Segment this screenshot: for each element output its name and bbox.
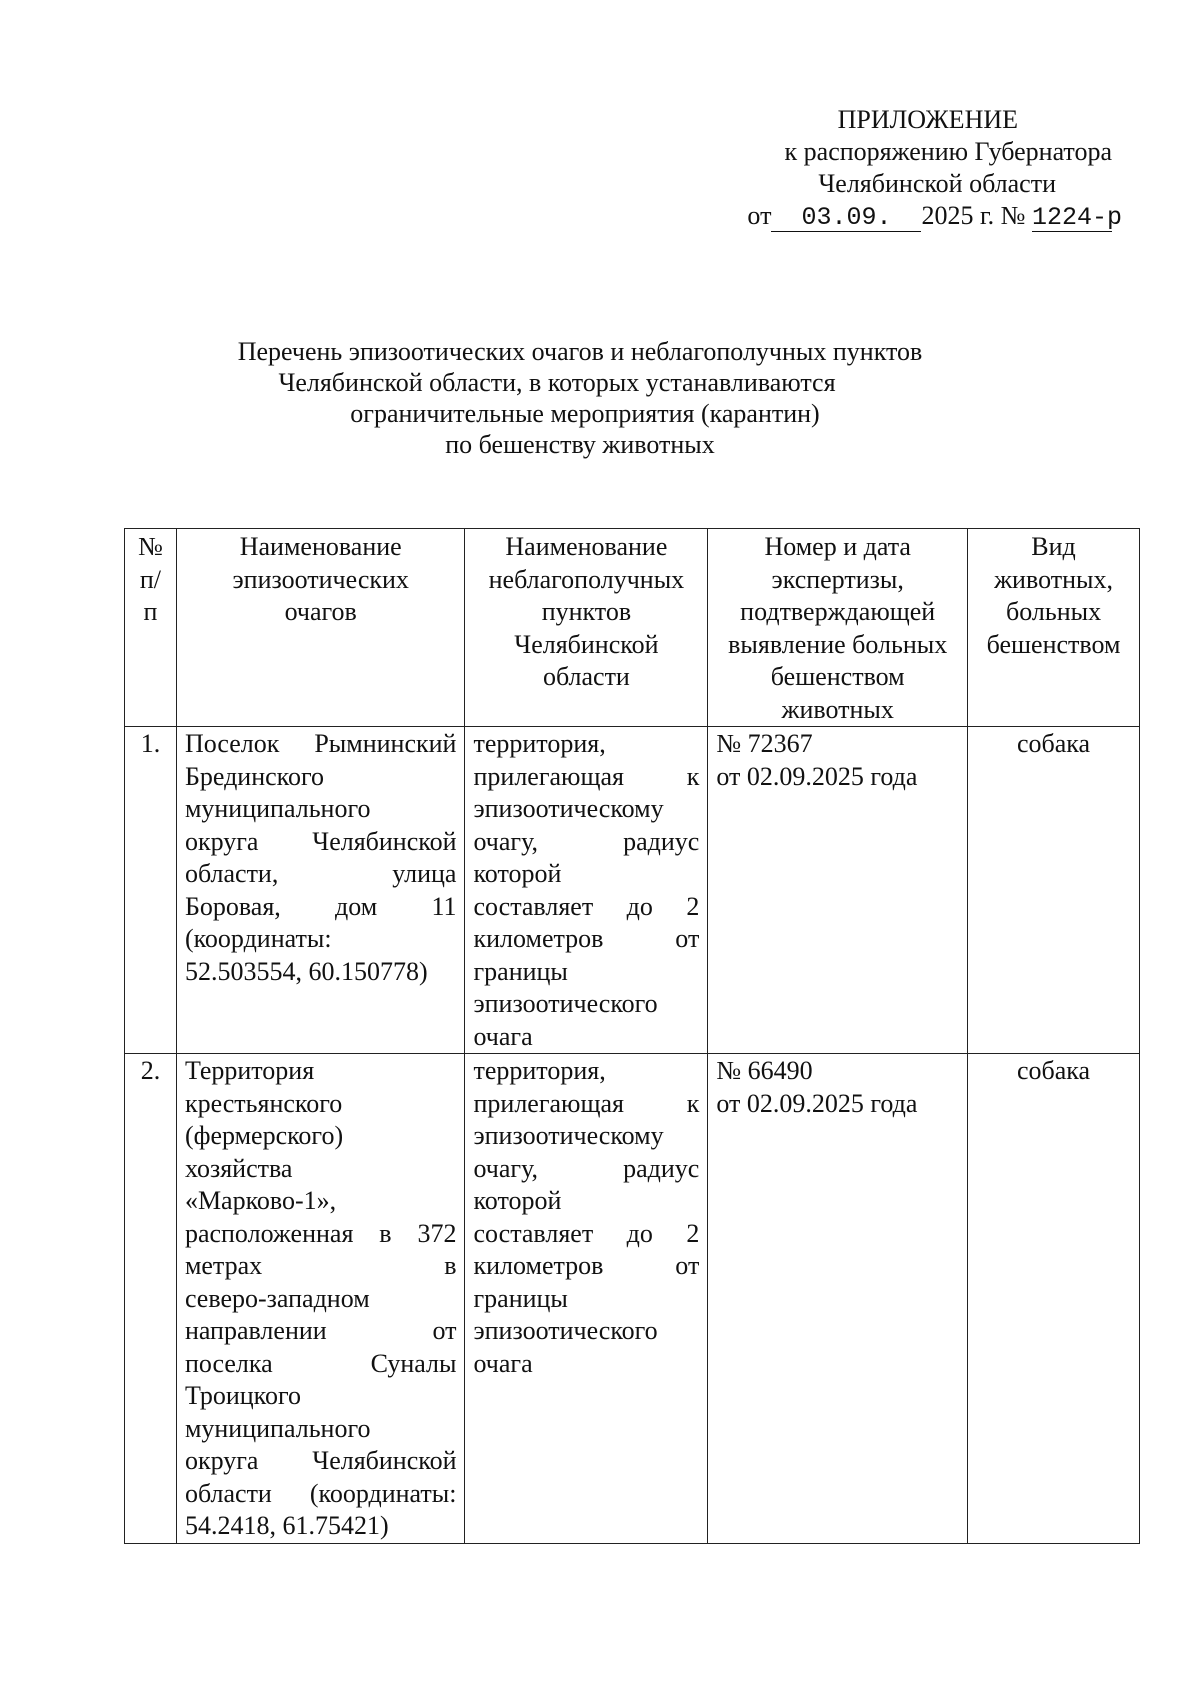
document-title [200,336,960,460]
table-row [125,727,1140,1054]
title-line-1: Перечень эпизоотических очагов и неблагополучных пунктов [237,337,923,366]
appendix-date-line [672,200,1123,232]
focus-cell: Поселок Рымнинский Брединского муниципального округа Челябинской области, улица Боровая, дом 11 (координаты: 52.503554, 60.150778) [176,727,465,1054]
date-prefix: от [747,201,772,230]
title-line-4: по бешенству животных [445,430,715,459]
order-number-field: 1224-р [1032,203,1123,232]
focus-cell: Территория крестьянского (фермерского) хозяйства «Марково-1», расположенная в 372 метрах в северо-западном направлении от поселка Суналы Троицкого муниципального округа Челябинской области (координаты: 54.2418, 61.75421) [176,1054,465,1544]
table-row [125,1054,1140,1544]
point-cell: территория, прилегающая к эпизоотическому очагу, радиус которой составляет до 2 километров от границы эпизоотического очага [465,1054,708,1544]
column-header-animal: Вид животных, больных бешенством [968,529,1140,727]
column-header-expertise: Номер и дата экспертизы, подтверждающей выявление больных бешенством животных [708,529,968,727]
column-header-point: Наименование неблагополучных пунктов Челябинской области [465,529,708,727]
animal-cell: собака [968,1054,1140,1544]
appendix-subtitle: к распоряжению Губернатора [784,137,1112,166]
quarantine-table [124,528,1140,1544]
appendix-header [672,104,1123,232]
year-suffix: 2025 г. № [921,201,1026,230]
title-line-2: Челябинской области, в которых устанавливаются [278,368,836,397]
row-number: 1. [125,727,177,1054]
title-line-3: ограничительные мероприятия (карантин) [350,399,820,428]
date-field: 03.09. [771,205,921,232]
point-cell: территория, прилегающая к эпизоотическому очагу, радиус которой составляет до 2 километров от границы эпизоотического очага [465,727,708,1054]
column-header-number: № п/ п [125,529,177,727]
expertise-cell: № 66490 от 02.09.2025 года [708,1054,968,1544]
column-header-focus: Наименование эпизоотических очагов [176,529,465,727]
animal-cell: собака [968,727,1140,1054]
expertise-cell: № 72367 от 02.09.2025 года [708,727,968,1054]
row-number: 2. [125,1054,177,1544]
appendix-region: Челябинской области [818,169,1056,198]
appendix-title: ПРИЛОЖЕНИЕ [837,105,1018,134]
table-header-row [125,529,1140,727]
